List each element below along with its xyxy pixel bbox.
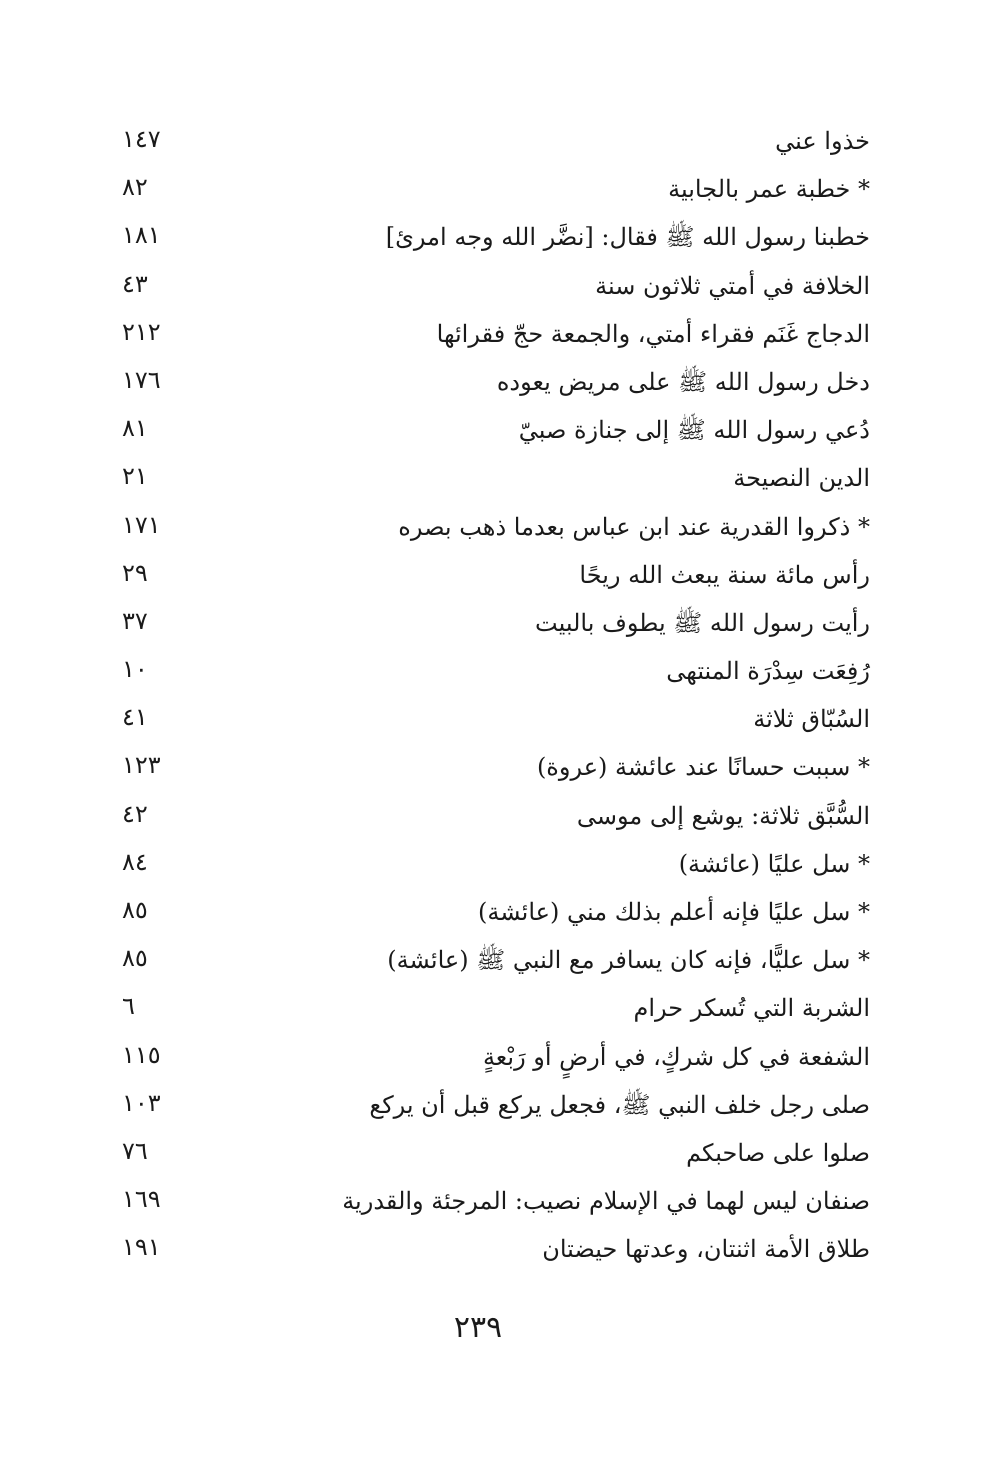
index-entry [110, 985, 870, 1033]
entry-page-number: ١٢٣ [122, 751, 161, 780]
index-entry [110, 552, 870, 600]
entry-page-number: ٨٢ [122, 173, 148, 202]
entry-page-number: ١١٥ [122, 1040, 161, 1069]
entry-page-number: ٣٧ [122, 606, 148, 635]
entry-text: السُبّاق ثلاثة [753, 705, 870, 734]
index-entry [110, 937, 870, 985]
entry-text: دُعي رسول الله ﷺ إلى جنازة صبيّ [518, 416, 870, 445]
entry-page-number: ٢٩ [122, 558, 148, 587]
entry-text: رُفِعَت سِدْرَة المنتهى [666, 657, 870, 686]
entry-text: الشفعة في كل شركٍ، في أرضٍ أو رَبْعةٍ [482, 1042, 870, 1071]
index-entry [110, 263, 870, 311]
entry-page-number: ٨١ [122, 414, 148, 443]
index-entry [110, 696, 870, 744]
entry-text: السُّبَّق ثلاثة: يوشع إلى موسى [576, 801, 870, 830]
entry-text: الخلافة في أمتي ثلاثون سنة [595, 271, 870, 300]
entry-page-number: ٧٦ [122, 1136, 148, 1165]
entry-page-number: ٢١٢ [122, 317, 161, 346]
entry-text: دخل رسول الله ﷺ على مريض يعوده [496, 367, 870, 396]
index-entry [110, 166, 870, 214]
entry-page-number: ٤٣ [122, 269, 148, 298]
index-entry [110, 311, 870, 359]
index-entry [110, 1034, 870, 1082]
index-entry [110, 793, 870, 841]
entry-page-number: ١٠٣ [122, 1088, 161, 1117]
entry-text: طلاق الأمة اثنتان، وعدتها حيضتان [542, 1235, 870, 1264]
entry-page-number: ١٧١ [122, 510, 161, 539]
index-entry [110, 841, 870, 889]
entry-text: رأس مائة سنة يبعث الله ريحًا [579, 560, 870, 589]
index-entry [110, 600, 870, 648]
index-entry [110, 214, 870, 262]
entry-text: * سببت حسانًا عند عائشة (عروة) [536, 753, 870, 782]
index-entry [110, 1178, 870, 1226]
index-entry [110, 744, 870, 792]
entry-page-number: ٨٥ [122, 896, 148, 924]
entry-text: * خطبة عمر بالجابية [668, 175, 870, 204]
index-entry [110, 889, 870, 937]
index-entry [110, 648, 870, 696]
entry-page-number: ٢١ [122, 462, 148, 491]
entry-page-number: ١٨١ [122, 221, 161, 250]
page-number-text: ٢٣٩ [453, 1310, 503, 1345]
entry-page-number: ١٩١ [122, 1233, 161, 1262]
index-entry [110, 407, 870, 455]
entry-page-number: ٦ [122, 992, 135, 1021]
entry-page-number: ١٦٩ [122, 1185, 161, 1214]
entry-text: * ذكروا القدرية عند ابن عباس بعدما ذهب بصره [398, 512, 870, 541]
index-entry [110, 1082, 870, 1130]
entry-page-number: ٤٢ [122, 799, 148, 828]
entry-page-number: ١٧٦ [122, 365, 161, 394]
entry-text: صنفان ليس لهما في الإسلام نصيب: المرجئة والقدرية [342, 1187, 870, 1216]
entry-text: خطبنا رسول الله ﷺ فقال: [نضَّر الله وجه امرئ] [385, 223, 870, 252]
index-list [110, 118, 870, 1275]
entry-page-number: ٨٤ [122, 847, 148, 876]
entry-text: رأيت رسول الله ﷺ يطوف بالبيت [535, 608, 870, 637]
entry-text: الشربة التي تُسكر حرام [633, 994, 870, 1023]
index-entry [110, 1226, 870, 1274]
index-entry [110, 504, 870, 552]
entry-text: الدين النصيحة [733, 464, 870, 493]
entry-page-number: ٤١ [122, 703, 148, 732]
entry-page-number: ٨٥ [122, 944, 148, 973]
page-number [0, 1308, 986, 1348]
entry-page-number: ١٤٧ [122, 125, 161, 153]
entry-text: صلوا على صاحبكم [686, 1138, 870, 1167]
index-entry [110, 359, 870, 407]
entry-text: * سل عليًا (عائشة) [678, 849, 870, 878]
entry-text: الدجاج غَنَم فقراء أمتي، والجمعة حجّ فقرائها [436, 319, 870, 348]
entry-text: * سل عليًّا، فإنه كان يسافر مع النبي ﷺ (عائشة) [387, 946, 870, 975]
entry-text: * سل عليًا فإنه أعلم بذلك مني (عائشة) [478, 898, 870, 926]
index-entry [110, 118, 870, 166]
index-entry [110, 455, 870, 503]
entry-text: صلى رجل خلف النبي ﷺ، فجعل يركع قبل أن يركع [369, 1090, 870, 1119]
entry-page-number: ١٠ [122, 655, 148, 684]
index-entry [110, 1130, 870, 1178]
entry-text: خذوا عني [775, 127, 870, 155]
